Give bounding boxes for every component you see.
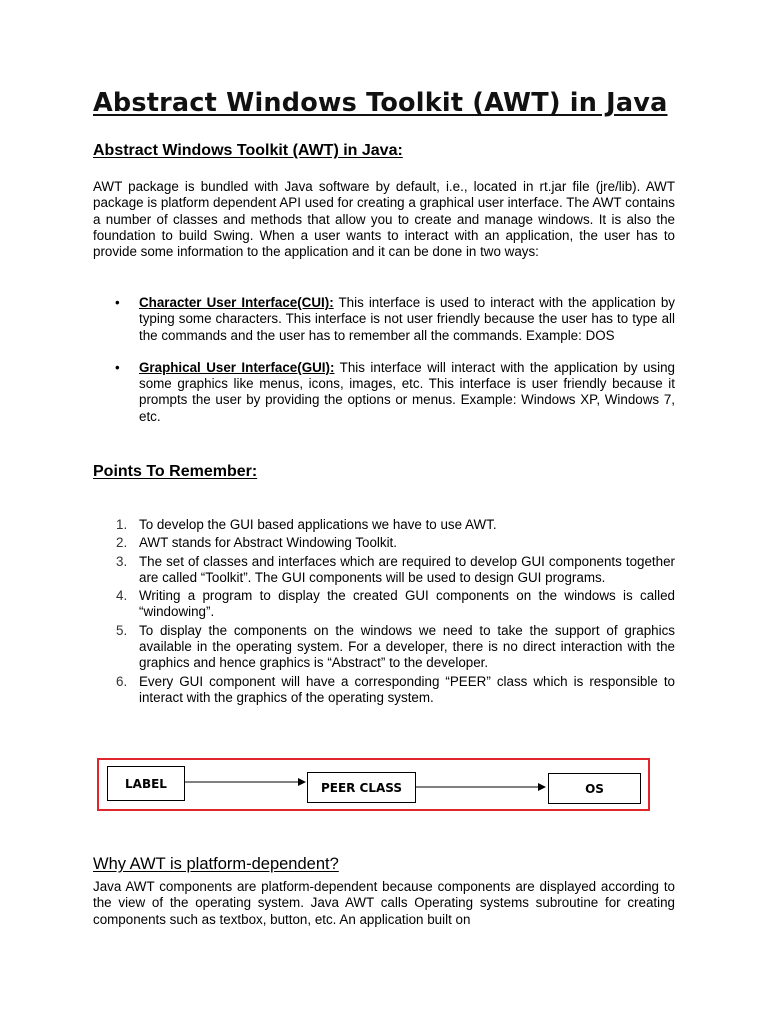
intro-paragraph: AWT package is bundled with Java software by default, i.e., located in rt.jar file (jre/lib). AWT package is platform dependent API used for creating a graphical user interface. The AWT contains a number of classes and methods that allow you to create and manage windows. It is also the foundation to build Swing. When a user wants to interact with an application, the user has to provide some information to the application and it can be done in two ways: bbox=[93, 179, 675, 260]
list-text: Every GUI component will have a corresponding “PEER” class which is responsible to interact with the graphics of the operating system. bbox=[139, 673, 675, 705]
list-number: 1. bbox=[116, 517, 128, 532]
list-text: To develop the GUI based applications we have to use AWT. bbox=[139, 517, 497, 532]
platform-dependent-heading: Why AWT is platform-dependent? bbox=[93, 855, 339, 873]
interface-types-list bbox=[93, 295, 675, 441]
page-title: Abstract Windows Toolkit (AWT) in Java bbox=[93, 88, 668, 118]
list-item bbox=[93, 623, 675, 672]
list-number: 2. bbox=[116, 535, 128, 551]
platform-dependent-paragraph: Java AWT components are platform-dependent because components are displayed according to the view of the operating system. Java AWT calls Operating systems subroutine for creating components such as textbox, button, etc. An application built on bbox=[93, 879, 675, 927]
list-number: 3. bbox=[116, 553, 128, 569]
points-list bbox=[93, 517, 675, 708]
points-heading: Points To Remember: bbox=[93, 463, 258, 480]
list-number: 6. bbox=[116, 673, 128, 689]
bullet-icon: • bbox=[115, 295, 120, 310]
node-label: LABEL bbox=[107, 766, 185, 801]
node-peer-class: PEER CLASS bbox=[307, 772, 416, 803]
list-text: To display the components on the windows we need to take the support of graphics available in the operating system. For a developer, there is no direct interaction with the graphics and hence graphics is “Abstract” to the developer. bbox=[139, 622, 675, 671]
list-item bbox=[93, 295, 675, 344]
list-text: AWT stands for Abstract Windowing Toolkit. bbox=[139, 535, 397, 551]
bullet-lead: Character User Interface(CUI): bbox=[139, 295, 334, 310]
list-text: The set of classes and interfaces which are required to develop GUI components together are called “Toolkit”. The GUI components will be used to design GUI programs. bbox=[139, 553, 675, 585]
peer-flow-diagram bbox=[97, 758, 650, 811]
bullet-lead: Graphical User Interface(GUI): bbox=[139, 359, 335, 375]
list-item bbox=[93, 674, 675, 707]
section-heading-awt: Abstract Windows Toolkit (AWT) in Java: bbox=[93, 142, 403, 159]
node-os: OS bbox=[548, 773, 641, 804]
bullet-icon: • bbox=[115, 359, 120, 375]
list-item bbox=[93, 535, 675, 551]
bullet-text: This interface is used to interact with the application by typing some characters. This interface is not user friendly because the user has to type all the commands and the user has to remember all the commands. Example: DOS bbox=[139, 295, 676, 343]
list-item bbox=[93, 360, 675, 425]
list-item bbox=[93, 554, 675, 587]
list-item bbox=[93, 517, 675, 533]
list-number: 4. bbox=[116, 588, 128, 604]
bullet-text: This interface will interact with the application by using some graphics like menus, icons, images, etc. This interface is user friendly because it prompts the user by providing the options or menus. Example: Windows XP, Windows 7, etc. bbox=[139, 359, 675, 424]
list-number: 5. bbox=[116, 622, 128, 638]
list-item bbox=[93, 588, 675, 621]
list-text: Writing a program to display the created GUI components on the windows is called “windowing”. bbox=[139, 588, 675, 620]
